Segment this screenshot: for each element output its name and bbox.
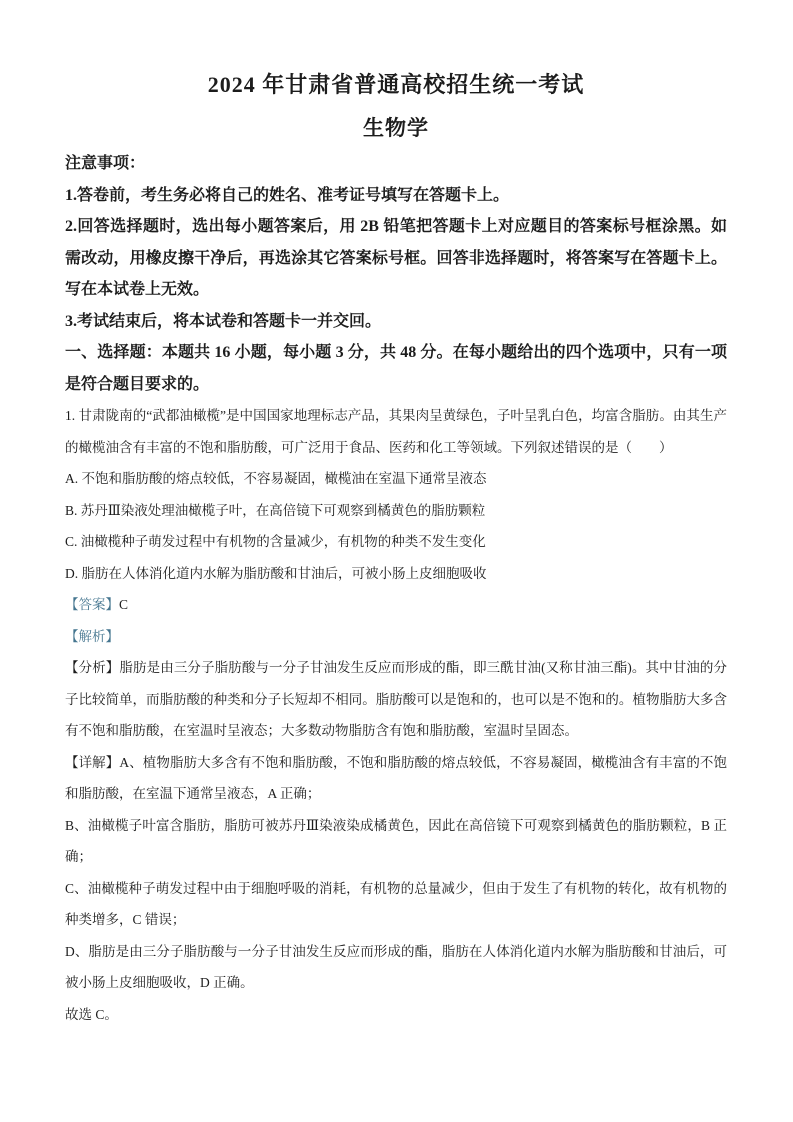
analysis-fenxi-text: 脂肪是由三分子脂肪酸与一分子甘油发生反应而形成的酯，即三酰甘油(又称甘油三酯)。其中甘油的分子比较简单，而脂肪酸的种类和分子长短却不相同。脂肪酸可以是饱和的，也可以是不饱和的。植物脂肪大多含有不饱和脂肪酸，在室温时呈液态；大多数动物脂肪含有饱和脂肪酸，室温时呈固态。 xyxy=(65,660,728,738)
analysis-fenxi-label: 【分析】 xyxy=(65,660,120,675)
question-option-a: A. 不饱和脂肪酸的熔点较低，不容易凝固，橄榄油在室温下通常呈液态 xyxy=(65,471,487,486)
notice-item-2: 2.回答选择题时，选出每小题答案后，用 2B 铅笔把答题卡上对应题目的答案标号框涂黑。如需改动，用橡皮擦干净后，再选涂其它答案标号框。回答非选择题时，将答案写在答题卡上。写在本试卷上无效。 xyxy=(65,218,727,298)
section-heading: 一、选择题：本题共 16 小题，每小题 3 分，共 48 分。在每小题给出的四个选项中，只有一项是符合题目要求的。 xyxy=(65,344,727,393)
explanation-paragraph-d: D、脂肪是由三分子脂肪酸与一分子甘油发生反应而形成的酯，脂肪在人体消化道内水解为脂肪酸和甘油后，可被小肠上皮细胞吸收，D 正确。 xyxy=(65,943,727,990)
conclusion-line: 故选 C。 xyxy=(65,1006,118,1022)
notice-item-3: 3.考试结束后，将本试卷和答题卡一并交回。 xyxy=(65,312,382,330)
question-option-c: C. 油橄榄种子萌发过程中有机物的含量减少，有机物的种类不发生变化 xyxy=(65,534,486,549)
question-option-b: B. 苏丹Ⅲ染液处理油橄榄子叶，在高倍镜下可观察到橘黄色的脂肪颗粒 xyxy=(65,502,486,518)
answer-value: C xyxy=(119,597,129,612)
analysis-heading-label: 【解析】 xyxy=(65,628,119,644)
explanation-paragraph-c: C、油橄榄种子萌发过程中由于细胞呼吸的消耗，有机物的总量减少，但由于发生了有机物的转化，故有机物的种类增多，C 错误； xyxy=(65,880,727,927)
analysis-paragraph xyxy=(65,652,727,747)
notice-item-1: 1.答卷前，考生务必将自己的姓名、准考证号填写在答题卡上。 xyxy=(65,186,510,204)
explanation-label: 【详解】 xyxy=(65,754,120,770)
answer-label: 【答案】 xyxy=(65,597,119,612)
question-option-d: D. 脂肪在人体消化道内水解为脂肪酸和甘油后，可被小肠上皮细胞吸收 xyxy=(65,565,487,581)
explanation-paragraph-b: B、油橄榄子叶富含脂肪，脂肪可被苏丹Ⅲ染液染成橘黄色，因此在高倍镜下可观察到橘黄色的脂肪颗粒，B 正确； xyxy=(65,817,727,864)
explanation-text-a: A、植物脂肪大多含有不饱和脂肪酸，不饱和脂肪酸的熔点较低，不容易凝固，橄榄油含有丰富的不饱和脂肪酸，在室温下通常呈液态，A 正确； xyxy=(65,754,728,801)
question-stem: 1. 甘肃陇南的“武都油橄榄”是中国国家地理标志产品，其果肉呈黄绿色，子叶呈乳白色，均富含脂肪。由其生产的橄榄油含有丰富的不饱和脂肪酸，可广泛用于食品、医药和化工等领域。下列叙述错误的是（ ） xyxy=(65,408,727,455)
explanation-paragraph-a xyxy=(65,747,727,810)
answer-line xyxy=(65,589,727,621)
exam-title: 2024 年甘肃省普通高校招生统一考试 xyxy=(207,72,585,97)
notice-heading: 注意事项： xyxy=(65,155,146,172)
exam-subject: 生物学 xyxy=(363,116,429,140)
analysis-heading-line xyxy=(65,621,727,653)
